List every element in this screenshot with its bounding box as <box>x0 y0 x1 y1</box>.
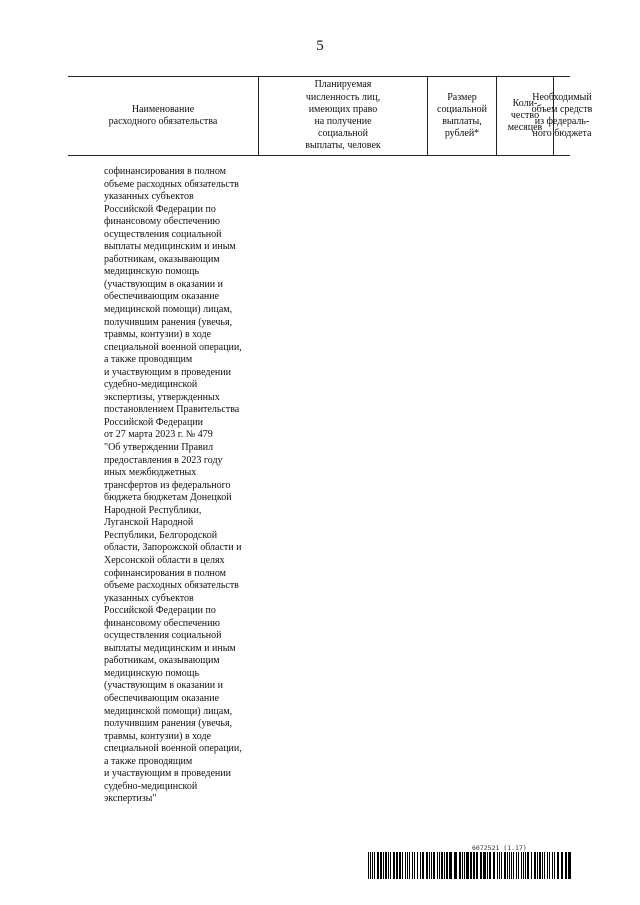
document-code: 6072521 (1.17) <box>472 844 527 852</box>
column-header-obligation-name <box>68 77 258 155</box>
column-header-planned-count <box>259 77 427 155</box>
barcode-icon <box>368 852 572 879</box>
column-header-federal-funds-text: Необходимый объем средств из федераль- ного бюджета <box>531 91 593 140</box>
column-header-planned-count-text: Планируемая численность лиц, имеющих право на получение социальной выплаты, человек <box>305 79 381 152</box>
table-header <box>68 76 593 156</box>
obligation-description: софинансирования в полном объеме расходных обязательств указанных субъектов Российской Федерации по финансовому обеспечению осуществления социальной выплаты медицинским и иным работникам, оказывающим медицинскую помощь (участвующим в оказании и обеспечивающим оказание медицинской помощи) лицам, получившим ранения (увечья, травмы, контузии) в ходе специальной военной операции, а также проводящим и участвующим в проведении судебно-медицинской экспертизы, утвержденных постановлением Правительства Российской Федерации от 27 марта 2023 г. № 479 "Об утверждении Правил предоставления в 2023 году иных межбюджетных трансфертов из федерального бюджета бюджетам Донецкой Народной Республики, Луганской Народной Республики, Белгородской области, Запорожской области и Херсонской области в целях софинансирования в полном объеме расходных обязательств указанных субъектов Российской Федерации по финансовому обеспечению осуществления социальной выплаты медицинским и иным работникам, оказывающим медицинскую помощь (участвующим в оказании и обеспечивающим оказание медицинской помощи) лицам, получившим ранения (увечья, травмы, контузии) в ходе специальной военной операции, а также проводящим и участвующим в проведении судебно-медицинской экспертизы" <box>104 166 242 805</box>
page-number: 5 <box>316 38 324 54</box>
column-header-payment-size <box>428 77 496 155</box>
column-header-obligation-name-text: Наименование расходного обязательства <box>108 103 218 127</box>
column-header-months-text: Коли- чество месяцев <box>507 97 543 134</box>
column-header-federal-funds <box>531 77 593 155</box>
column-header-payment-size-text: Размер социальной выплаты, рублей* <box>437 91 487 140</box>
